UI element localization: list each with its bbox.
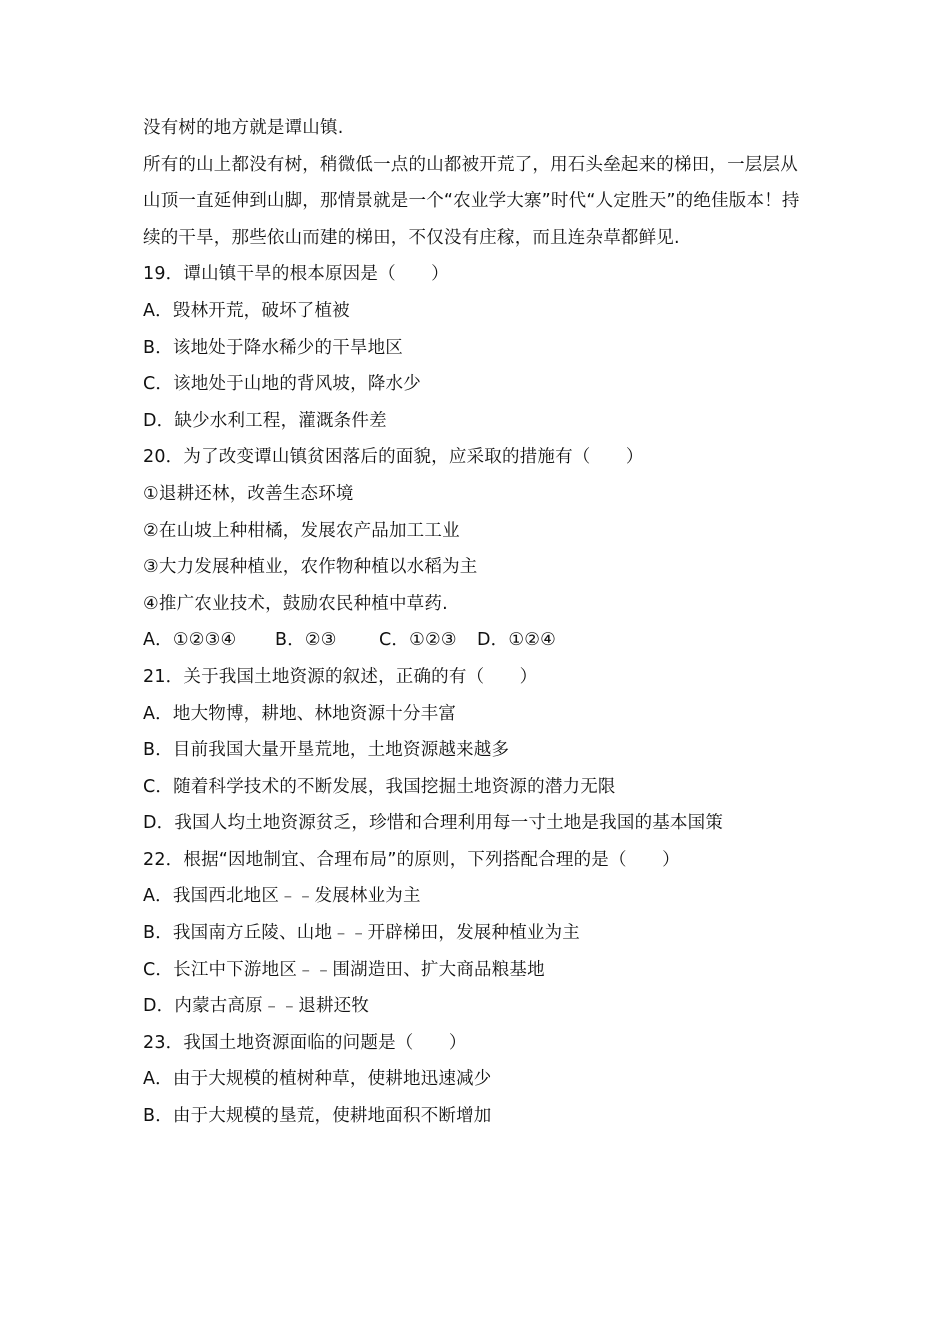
intro-paragraph: 所有的山上都没有树，稍微低一点的山都被开荒了，用石头垒起来的梯田，一层层从山顶一直延伸到山脚，那情景就是一个“农业学大寨”时代“人定胜天”的绝佳版本！持续的干旱，那些依山而建的梯田，不仅没有庄稼，而且连杂草都鲜见. xyxy=(143,154,800,248)
question-20-option-c: C．①②③ xyxy=(379,630,457,651)
question-19-option-c: C．该地处于山地的背风坡，降水少 xyxy=(143,374,421,395)
question-20-statement-2: ②在山坡上种柑橘，发展农产品加工工业 xyxy=(143,520,460,541)
question-19-option-a: A．毁林开荒，破坏了植被 xyxy=(143,300,350,321)
question-23-stem: 23．我国土地资源面临的问题是（ ） xyxy=(143,1032,467,1053)
question-20-stem: 20．为了改变谭山镇贫困落后的面貌，应采取的措施有（ ） xyxy=(143,447,644,468)
question-19-option-d: D．缺少水利工程，灌溉条件差 xyxy=(143,410,387,431)
question-22-option-a: A．我国西北地区﹣﹣发展林业为主 xyxy=(143,886,421,907)
document-page xyxy=(143,110,813,1135)
question-20-statement-1: ①退耕还林，改善生态环境 xyxy=(143,483,354,504)
question-22-option-c: C．长江中下游地区﹣﹣围湖造田、扩大商品粮基地 xyxy=(143,959,545,980)
question-20-statement-3: ③大力发展种植业，农作物种植以水稻为主 xyxy=(143,557,478,578)
question-19-option-b: B．该地处于降水稀少的干旱地区 xyxy=(143,337,404,358)
question-23-option-b: B．由于大规模的垦荒，使耕地面积不断增加 xyxy=(143,1106,492,1127)
question-23-option-a: A．由于大规模的植树种草，使耕地迅速减少 xyxy=(143,1069,492,1090)
question-21-option-c: C．随着科学技术的不断发展，我国挖掘土地资源的潜力无限 xyxy=(143,776,616,797)
question-19-stem: 19．谭山镇干旱的根本原因是（ ） xyxy=(143,264,449,285)
question-21-option-a: A．地大物博，耕地、林地资源十分丰富 xyxy=(143,703,457,724)
question-22-option-d: D．内蒙古高原﹣﹣退耕还牧 xyxy=(143,996,370,1017)
question-21-stem: 21．关于我国土地资源的叙述，正确的有（ ） xyxy=(143,666,538,687)
question-20-options xyxy=(143,622,813,659)
question-21-option-d: D．我国人均土地资源贫乏，珍惜和合理利用每一寸土地是我国的基本国策 xyxy=(143,813,724,834)
question-22-stem: 22．根据“因地制宜、合理布局”的原则，下列搭配合理的是（ ） xyxy=(143,849,680,870)
question-20-statement-4: ④推广农业技术，鼓励农民种植中草药. xyxy=(143,593,448,614)
question-20-option-a: A．①②③④ xyxy=(143,630,237,651)
intro-line: 没有树的地方就是谭山镇. xyxy=(143,118,344,138)
question-20-option-d: D．①②④ xyxy=(477,630,557,651)
question-21-option-b: B．目前我国大量开垦荒地，土地资源越来越多 xyxy=(143,740,510,761)
question-20-option-b: B．②③ xyxy=(275,630,337,651)
question-22-option-b: B．我国南方丘陵、山地﹣﹣开辟梯田，发展种植业为主 xyxy=(143,923,581,944)
